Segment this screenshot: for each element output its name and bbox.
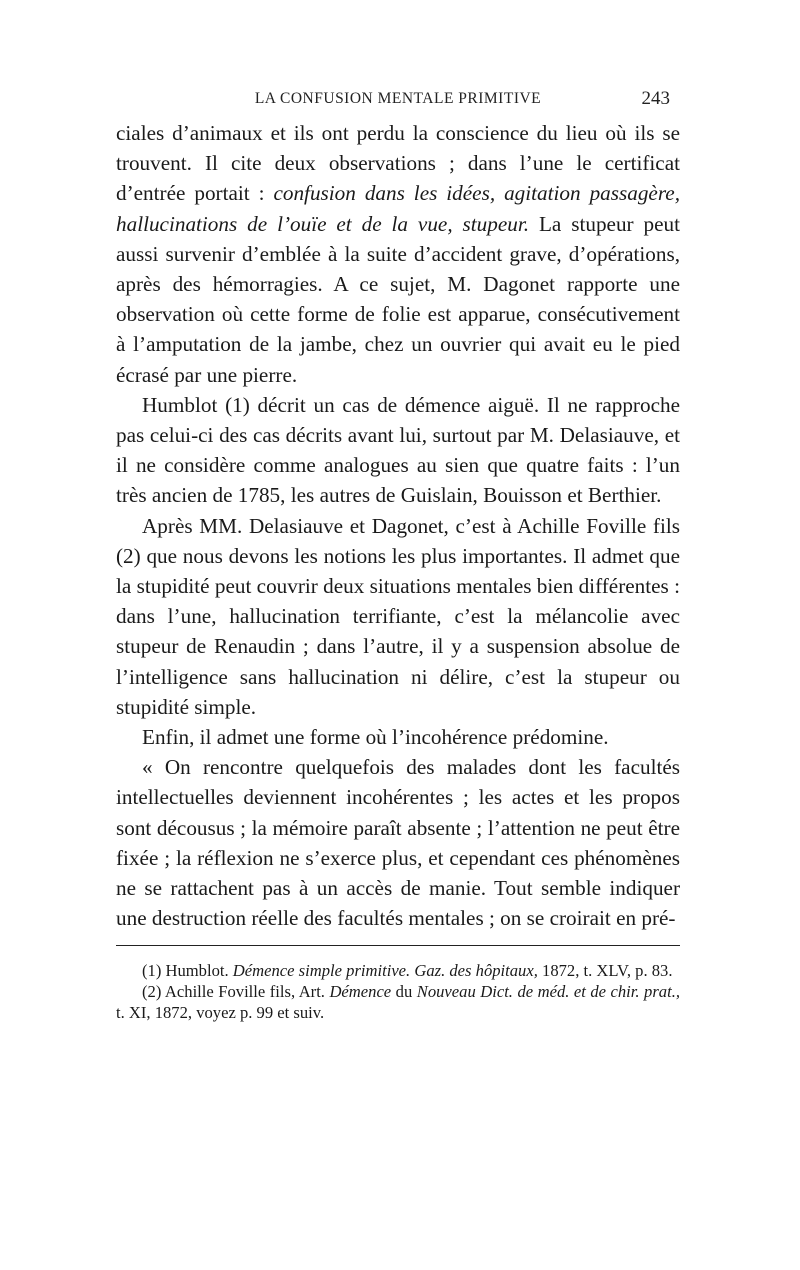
paragraph <box>116 118 680 390</box>
footnote-italic: Nouveau Dict. de méd. et de chir. prat., <box>416 982 680 1002</box>
footnote-italic: Démence simple primitive. Gaz. des hôpitaux, <box>232 961 538 981</box>
body-text <box>116 118 680 933</box>
footnote <box>116 960 680 981</box>
footnote-italic: Démence <box>329 982 392 1002</box>
footnote-text: du <box>391 982 417 1002</box>
paragraph: « On rencontre quelquefois des malades dont les facultés intellectuelles deviennent incohérentes ; les actes et les propos sont décousus ; la mémoire paraît absente ; l’attention ne peut être fixée ; la réflexion ne s’exerce plus, et cependant ces phénomènes ne se rattachent pas à un accès de manie. Tout semble indiquer une destruction réelle des facultés mentales ; on se croirait en pré- <box>116 755 680 931</box>
paragraph: Enfin, il admet une forme où l’incohérence prédomine. <box>142 725 609 750</box>
footnote-divider <box>116 945 680 946</box>
running-title: LA CONFUSION MENTALE PRIMITIVE <box>254 90 542 107</box>
footnotes <box>116 960 680 1023</box>
footnote-text: (1) Humblot. <box>142 961 233 981</box>
paragraph: Humblot (1) décrit un cas de démence aiguë. Il ne rapproche pas celui-ci des cas décrits avant lui, surtout par M. Delasiauve, et il ne considère comme analogues au sien que quatre faits : l’un très ancien de 1785, les autres de Guislain, Bouisson et Berthier. <box>116 392 680 508</box>
footnote-text: 1872, t. XLV, p. 83. <box>537 961 673 981</box>
book-page <box>116 88 680 1248</box>
paragraph-text: ciales d’animaux et ils ont perdu la conscience du lieu où ils se trouvent. Il cite deux observations ; dans l’une le certificat d’entrée portait : <box>116 121 680 206</box>
footnote-text: t. XI, 1872, voyez p. 99 et suiv. <box>116 1003 325 1023</box>
footnote <box>116 981 680 1023</box>
paragraph-text: La stupeur peut aussi survenir d’emblée à la suite d’accident grave, d’opérations, après des hémorragies. A ce sujet, M. Dagonet rapporte une observation où cette forme de folie est apparue, consécutivement à l’amputation de la jambe, chez un ouvrier qui avait eu le pied écrasé par une pierre. <box>116 211 680 387</box>
quoted-certificate: confusion dans les idées, agitation passagère, hallucinations de l’ouïe et de la vue, stupeur. <box>116 181 680 236</box>
footnote-text: (2) Achille Foville fils, Art. <box>142 982 330 1002</box>
page-number: 243 <box>641 88 670 109</box>
paragraph: Après MM. Delasiauve et Dagonet, c’est à Achille Foville fils (2) que nous devons les notions les plus importantes. Il admet que la stupidité peut couvrir deux situations mentales bien différentes : dans l’une, hallucination terrifiante, c’est la mélancolie avec stupeur de Renaudin ; dans l’autre, il y a suspension absolue de l’intelligence sans hallucination ni délire, c’est la stupeur ou stupidité simple. <box>116 513 680 719</box>
running-head <box>116 88 680 118</box>
